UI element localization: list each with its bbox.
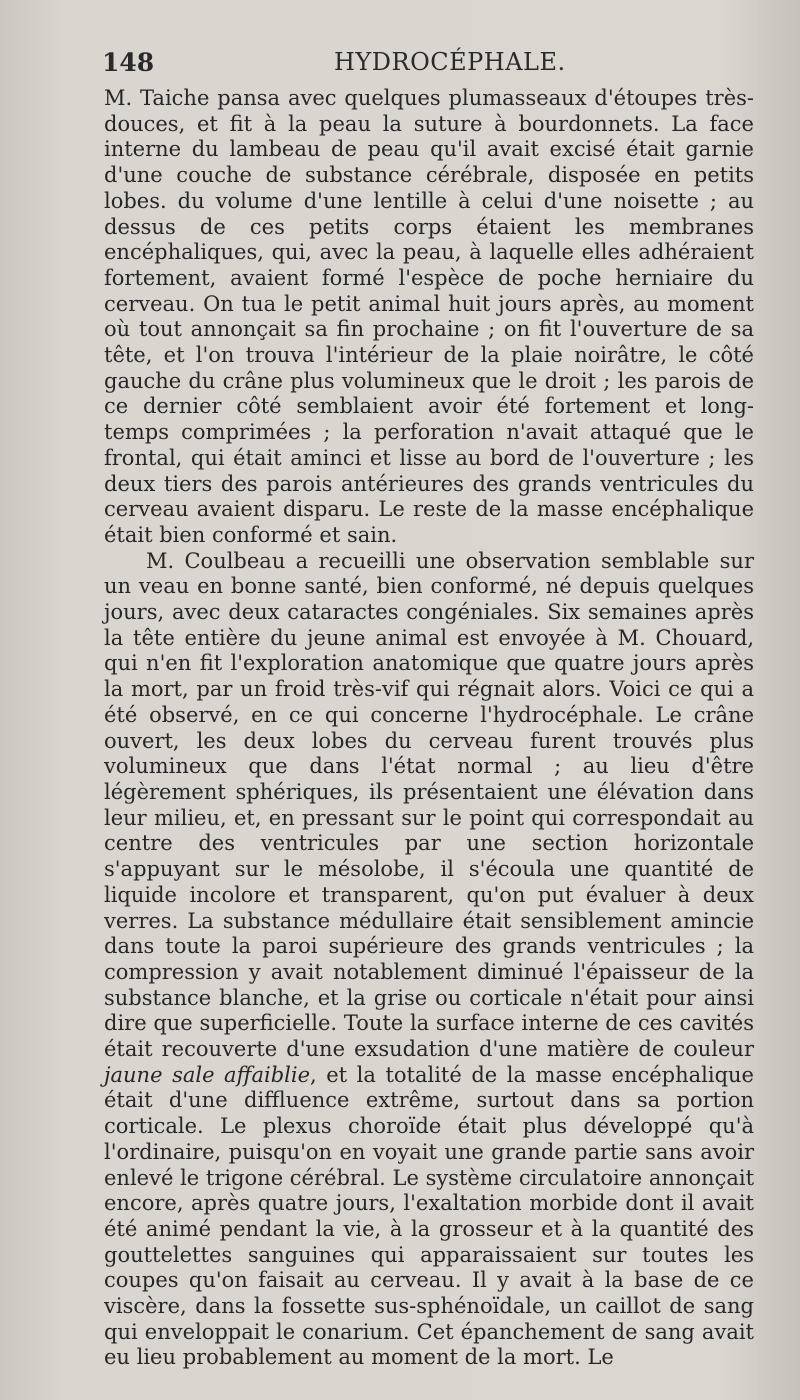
running-title: HYDROCÉPHALE.	[334, 48, 566, 76]
page-header	[102, 48, 762, 84]
paragraph-2-italic-text: jaune sale affaiblie	[104, 1062, 310, 1087]
body-text	[104, 86, 754, 1371]
paragraph-1: M. Taiche pansa avec quelques plumasseaux d'étoupes très-douces, et fit à la peau la suture à bourdonnets. La face interne du lambeau de peau qu'il avait excisé était garnie d'une couche de substance cérébrale, disposée en petits lobes. du volume d'une lentille à celui d'une noisette ; au dessus de ces petits corps étaient les membranes encéphaliques, qui, avec la peau, à laquelle elles adhéraient fortement, avaient formé l'espèce de poche herniaire du cerveau. On tua le petit animal huit jours après, au moment où tout annonçait sa fin prochaine ; on fit l'ouverture de sa tête, et l'on trouva l'intérieur de la plaie noirâtre, le côté gauche du crâne plus volumineux que le droit ; les parois de ce dernier côté semblaient avoir été fortement et long-temps comprimées ; la perforation n'avait attaqué que le frontal, qui était aminci et lisse au bord de l'ouverture ; les deux tiers des parois antérieures des grands ventricules du cerveau avaient disparu. Le reste de la masse encéphalique était bien conformé et sain.	[104, 86, 754, 547]
page-number: 148	[102, 48, 155, 77]
paragraph-2-text-a: M. Coulbeau a recueilli une observation semblable sur un veau en bonne santé, bien conformé, né depuis quelques jours, avec deux cataractes congéniales. Six semaines après la tête entière du jeune animal est envoyée à M. Chouard, qui n'en fit l'exploration anatomique que quatre jours après la mort, par un froid très-vif qui régnait alors. Voici ce qui a été observé, en ce qui concerne l'hydrocéphale. Le crâne ouvert, les deux lobes du cerveau furent trouvés plus volumineux que dans l'état normal ; au lieu d'être légèrement sphériques, ils présentaient une élévation dans leur milieu, et, en pressant sur le point qui correspondait au centre des ventricules par une section horizontale s'appuyant sur le mésolobe, il s'écoula une quantité de liquide incolore et transparent, qu'on put évaluer à deux verres. La substance médullaire était sensiblement amincie dans toute la paroi supérieure des grands ventricules ; la compression y avait notablement diminué l'épaisseur de la substance blanche, et la grise ou corticale n'était pour ainsi dire que superficielle. Toute la surface interne de ces cavités était recouverte d'une exsudation d'une matière de couleur	[104, 548, 754, 1062]
paragraph-2-text-b: , et la totalité de la masse encéphalique était d'une diffluence extrême, surtout dans sa portion corticale. Le plexus choroïde était plus développé qu'à l'ordinaire, puisqu'on en voyait une grande partie sans avoir enlevé le trigone cérébral. Le système circulatoire annonçait encore, après quatre jours, l'exaltation morbide dont il avait été animé pendant la vie, à la grosseur et à la quantité des gouttelettes sanguines qui apparaissaient sur toutes les coupes qu'on faisait au cerveau. Il y avait à la base de ce viscère, dans la fossette sus-sphénoïdale, un caillot de sang qui enveloppait le conarium. Cet épanchement de sang avait eu lieu probablement au moment de la mort. Le	[104, 1062, 755, 1370]
paragraph-2	[104, 549, 754, 1372]
